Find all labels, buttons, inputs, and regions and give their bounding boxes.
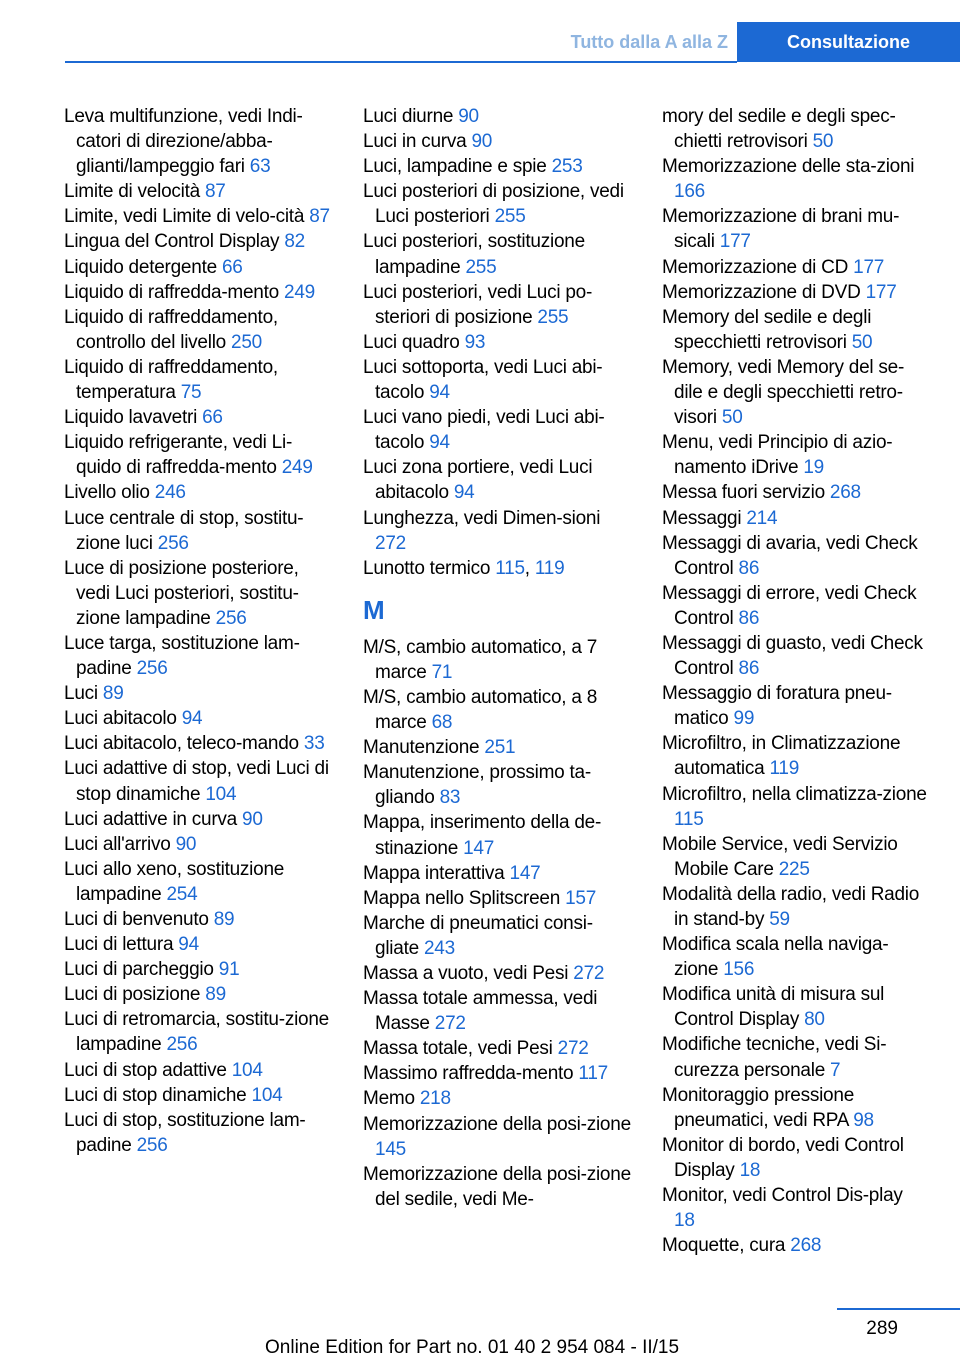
index-term: Luci di parcheggio — [64, 959, 214, 981]
index-entry — [662, 631, 928, 681]
index-term: Messaggi di guasto, vedi Check Control — [662, 632, 923, 680]
page-ref-link[interactable]: 94 — [429, 432, 450, 454]
index-entry — [363, 104, 635, 129]
index-term: Luci posteriori di posizione, vedi Luci posteriori — [363, 181, 624, 228]
index-column-1 — [64, 104, 336, 1158]
page-ref-link[interactable]: 250 — [231, 331, 262, 353]
index-entry — [64, 104, 336, 179]
page-ref-link[interactable]: 256 — [157, 532, 189, 554]
index-term: Luce di posizione posteriore, vedi Luci posteriori, sostitu-zione lampadine — [64, 557, 299, 629]
index-entry — [363, 330, 635, 355]
header-rule — [65, 61, 737, 63]
index-entry — [363, 735, 635, 760]
index-term: Memorizzazione di CD — [662, 256, 849, 278]
index-term: Massimo raffredda-mento — [363, 1063, 574, 1085]
index-entry — [64, 706, 336, 731]
page-ref-link[interactable]: 94 — [181, 708, 203, 730]
page-ref-link[interactable]: 254 — [166, 883, 198, 905]
index-entry — [64, 179, 336, 204]
index-term: Manutenzione — [363, 737, 480, 759]
index-term: Memory, vedi Memory del se-dile e degli specchietti retro-visori — [662, 356, 905, 429]
index-entry — [64, 229, 336, 254]
index-entry — [64, 731, 336, 756]
index-term: Luci adattive di stop, vedi Luci di stop dinamiche — [64, 758, 329, 805]
index-term: Memorizzazione di DVD — [662, 281, 861, 303]
index-term: Modifiche tecniche, vedi Si-curezza personale — [662, 1034, 887, 1081]
page-ref-link[interactable]: 253 — [551, 156, 583, 178]
index-term: Memo — [363, 1088, 415, 1110]
page-ref-link[interactable]: 177 — [719, 231, 751, 253]
index-term: Microfiltro, in Climatizzazione automatica — [662, 733, 901, 780]
index-term: Luci di benvenuto — [64, 909, 209, 930]
index-entry — [363, 129, 635, 154]
index-entry — [662, 882, 928, 932]
index-term: Modifica scala nella naviga-zione — [662, 934, 889, 981]
index-entry — [662, 1083, 928, 1133]
page-ref-link[interactable]: 90 — [471, 131, 493, 153]
index-term: Monitoraggio pressione pneumatici, vedi RPA — [662, 1084, 855, 1131]
index-letter-heading: M — [363, 594, 385, 625]
index-entry — [363, 685, 635, 735]
index-entry — [363, 986, 635, 1036]
page-ref-link[interactable]: 18 — [739, 1159, 761, 1181]
index-term: Memorizzazione della posi-zione — [363, 1113, 631, 1135]
index-term: Messaggi di avaria, vedi Check Control — [662, 532, 918, 579]
index-term: Luci vano piedi, vedi Luci abi-tacolo — [363, 407, 605, 454]
page-ref-link[interactable]: 50 — [851, 331, 873, 353]
index-entry — [662, 255, 928, 280]
page-ref-link[interactable]: 91 — [218, 959, 240, 981]
page-ref-link[interactable]: 66 — [221, 256, 243, 278]
index-entry — [363, 280, 635, 330]
page-ref-link[interactable]: 119 — [769, 758, 800, 780]
index-entry — [662, 280, 928, 305]
index-entry — [363, 1061, 635, 1086]
index-term: Luci adattive in curva — [64, 808, 237, 830]
page-ref-link[interactable]: 59 — [769, 909, 790, 930]
page-ref-link[interactable]: 50 — [812, 131, 834, 153]
index-term: Messaggi di errore, vedi Check Control — [662, 582, 917, 629]
index-entry — [64, 1007, 336, 1057]
page-ref-link[interactable]: 256 — [166, 1034, 198, 1056]
page-ref-link[interactable]: 268 — [790, 1235, 822, 1257]
page-ref-link[interactable]: 75 — [180, 382, 202, 404]
page-ref-link[interactable]: 177 — [865, 281, 897, 303]
index-entry — [363, 455, 635, 505]
index-entry — [363, 405, 635, 455]
index-entry — [662, 104, 928, 154]
index-entry — [363, 1086, 635, 1111]
index-entry — [363, 229, 635, 279]
index-term: Memory del sedile e degli specchietti retrovisori — [662, 306, 872, 353]
index-entry — [64, 807, 336, 832]
index-term: Liquido detergente — [64, 256, 217, 278]
index-term: Mappa nello Splitscreen — [363, 887, 561, 909]
index-term: Luci quadro — [363, 331, 460, 353]
index-term: Limite, vedi Limite di velo-cità — [64, 206, 305, 228]
index-entry — [363, 1036, 635, 1061]
page-ref-link[interactable]: 82 — [284, 231, 305, 253]
page-ref-link[interactable]: 89 — [102, 683, 124, 705]
page-ref-link[interactable]: 98 — [853, 1109, 874, 1131]
page-ref-link[interactable]: 89 — [213, 909, 235, 930]
index-entry — [64, 832, 336, 857]
page-ref-link[interactable]: 86 — [738, 607, 760, 629]
page-ref-link[interactable]: 157 — [565, 887, 597, 909]
page-ref-link[interactable]: 272 — [557, 1038, 589, 1060]
page-ref-link[interactable]: 94 — [178, 934, 199, 956]
index-term: Luci allo xeno, sostituzione lampadine — [64, 858, 285, 905]
edition-footer: Online Edition for Part no. 01 40 2 954 084 - II/15 — [265, 1337, 680, 1358]
index-term: Luci all'arrivo — [64, 833, 171, 855]
index-term: Leva multifunzione, vedi Indi-catori di direzione/abba-glianti/lampeggio fari — [64, 106, 303, 178]
page-ref-link[interactable]: 177 — [853, 256, 885, 278]
index-entry — [64, 280, 336, 305]
page-ref-link[interactable]: 115 — [495, 557, 525, 579]
index-term: Manutenzione, prossimo ta-gliando — [363, 762, 591, 809]
index-entry — [64, 756, 336, 806]
page-ref-link[interactable]: 119 — [534, 557, 565, 579]
index-entry — [64, 480, 336, 505]
page-ref-link[interactable]: 104 — [205, 783, 237, 805]
index-entry — [64, 204, 336, 229]
index-entry — [662, 1233, 928, 1258]
index-entry — [662, 154, 928, 204]
index-term: Massa totale, vedi Pesi — [363, 1038, 553, 1060]
index-entry — [662, 982, 928, 1032]
index-term: Mappa interattiva — [363, 862, 505, 884]
index-term: Luci di lettura — [64, 934, 174, 956]
index-term: Luce centrale di stop, sostitu-zione luci — [64, 507, 304, 554]
index-entry — [64, 405, 336, 430]
page-ref-link[interactable]: 147 — [509, 862, 541, 884]
index-entry — [64, 556, 336, 631]
index-entry — [64, 430, 336, 480]
index-term: Liquido di raffredda-mento — [64, 281, 279, 303]
page-ref-link[interactable]: 87 — [309, 206, 330, 228]
index-term: Modifica unità di misura sul Control Display — [662, 984, 885, 1031]
index-term: Monitor, vedi Control Dis-play — [662, 1185, 903, 1207]
page-ref-link[interactable]: 115 — [674, 808, 704, 830]
index-entry — [662, 430, 928, 480]
index-entry — [64, 1108, 336, 1158]
index-entry — [363, 886, 635, 911]
index-term: Microfiltro, nella climatizza-zione — [662, 783, 927, 805]
page-ref-link[interactable]: 90 — [458, 106, 479, 127]
index-entry — [363, 810, 635, 860]
index-term: Luci di stop adattive — [64, 1059, 227, 1081]
page-ref-link[interactable]: 18 — [674, 1210, 695, 1232]
header-chapter-tab[interactable]: Consultazione — [737, 22, 960, 62]
page-ref-link[interactable]: 99 — [733, 708, 755, 730]
index-term: Liquido lavavetri — [64, 407, 198, 429]
index-entry — [64, 1058, 336, 1083]
page-ref-link[interactable]: 87 — [204, 181, 226, 203]
index-term: Luci abitacolo — [64, 708, 177, 730]
index-entry — [363, 154, 635, 179]
index-term: Lunotto termico — [363, 557, 491, 579]
index-entry: Lunotto termico 115, 119 — [363, 557, 565, 579]
page-ref-link[interactable]: 93 — [464, 331, 486, 353]
index-term: mory del sedile e degli spec-chietti retrovisori — [662, 106, 896, 153]
index-term: Messa fuori servizio — [662, 482, 825, 504]
index-term: Modalità della radio, vedi Radio in stand-by — [662, 883, 920, 930]
index-entry — [662, 832, 928, 882]
page-ref-link[interactable]: 218 — [419, 1088, 451, 1110]
page-ref-link[interactable]: 272 — [573, 963, 605, 984]
index-entry — [64, 1083, 336, 1108]
index-entry — [662, 1133, 928, 1183]
index-term: Liquido refrigerante, vedi Li-quido di raffredda-mento — [64, 432, 293, 479]
page-ref-link[interactable]: 243 — [423, 937, 455, 959]
index-entry — [363, 355, 635, 405]
page-ref-link[interactable]: 255 — [465, 256, 497, 278]
index-entry — [64, 932, 336, 957]
index-entry — [64, 857, 336, 907]
page-ref-link[interactable]: 104 — [231, 1059, 263, 1081]
index-entry — [363, 961, 635, 986]
index-entry — [662, 355, 928, 430]
index-term: Marche di pneumatici consi-gliate — [363, 912, 593, 959]
index-entry — [64, 907, 336, 932]
page-ref-link[interactable]: 33 — [303, 733, 325, 755]
index-column-3 — [662, 104, 928, 1258]
index-entry — [662, 305, 928, 355]
page-ref-link[interactable]: 166 — [674, 181, 705, 203]
index-term: Messaggio di foratura pneu-matico — [662, 683, 892, 730]
page-ref-link[interactable]: 246 — [154, 482, 186, 504]
page-number: 289 — [866, 1318, 898, 1339]
index-entry — [64, 681, 336, 706]
page-ref-link[interactable]: 225 — [778, 858, 810, 880]
index-term: Lingua del Control Display — [64, 231, 280, 253]
page-ref-link[interactable]: 256 — [215, 607, 247, 629]
page-ref-link[interactable]: 255 — [494, 206, 526, 228]
index-term: Luci — [64, 683, 98, 705]
index-entry — [64, 957, 336, 982]
index-term: Massa totale ammessa, vedi Masse — [363, 988, 598, 1035]
index-term: Luci zona portiere, vedi Luci abitacolo — [363, 457, 593, 504]
index-term: Luci diurne — [363, 106, 454, 127]
index-entry — [662, 531, 928, 581]
index-term: Luci di posizione — [64, 984, 201, 1006]
index-entry — [363, 911, 635, 961]
index-term: Monitor di bordo, vedi Control Display — [662, 1134, 904, 1181]
index-entry — [363, 506, 635, 556]
page-ref-link[interactable]: 145 — [375, 1138, 406, 1160]
page-ref-link[interactable]: 214 — [746, 507, 778, 529]
page-ref-link[interactable]: 50 — [721, 407, 743, 429]
page-ref-link[interactable]: 147 — [463, 837, 495, 859]
page-ref-link[interactable]: 256 — [136, 1134, 168, 1156]
index-entry — [64, 355, 336, 405]
page-ref-link[interactable]: 90 — [175, 833, 197, 855]
index-term: Memorizzazione di brani mu-sicali — [662, 206, 900, 253]
index-entry — [64, 305, 336, 355]
page-ref-link[interactable]: 94 — [429, 382, 450, 404]
index-term: Liquido di raffreddamento, controllo del livello — [64, 306, 278, 353]
index-entry — [363, 1112, 635, 1162]
page-ref-link[interactable]: 249 — [284, 281, 315, 303]
page-header — [0, 0, 960, 62]
index-term: Limite di velocità — [64, 181, 200, 203]
index-term: Messaggi — [662, 507, 742, 529]
index-term: Memorizzazione della posi-zione del sedile, vedi Me- — [363, 1163, 631, 1210]
index-entry — [64, 255, 336, 280]
page-ref-link[interactable]: 104 — [251, 1084, 283, 1106]
index-entry — [662, 480, 928, 505]
header-section-title: Tutto dalla A alla Z — [570, 32, 728, 52]
index-term: Mappa, inserimento della de-stinazione — [363, 812, 602, 859]
index-entry — [363, 861, 635, 886]
page-ref-link[interactable]: 86 — [738, 658, 760, 680]
footer-rule — [837, 1308, 960, 1310]
index-term: Livello olio — [64, 482, 150, 504]
index-term: Luci abitacolo, teleco-mando — [64, 733, 299, 755]
index-entry — [64, 506, 336, 556]
index-term: M/S, cambio automatico, a 7 marce — [363, 636, 598, 683]
index-entry — [662, 1032, 928, 1082]
page-ref-link[interactable]: 94 — [453, 482, 475, 504]
page-ref-link[interactable]: 89 — [205, 984, 226, 1006]
index-term: Luci sottoporta, vedi Luci abi-tacolo — [363, 356, 603, 404]
index-entry — [662, 782, 928, 832]
page-ref-link[interactable]: 83 — [439, 787, 461, 809]
index-entry — [662, 506, 928, 531]
page-ref-link[interactable]: 71 — [431, 661, 453, 683]
page-ref-link[interactable]: 272 — [434, 1013, 466, 1035]
page-ref-link[interactable]: 249 — [281, 457, 313, 479]
index-term: M/S, cambio automatico, a 8 marce — [363, 686, 598, 734]
index-term: Luci di stop dinamiche — [64, 1084, 247, 1106]
index-term: Luci posteriori, vedi Luci po-steriori di posizione — [363, 281, 593, 328]
page-ref-link[interactable]: 90 — [242, 808, 263, 830]
index-entry — [662, 581, 928, 631]
index-term: Mobile Service, vedi Servizio Mobile Care — [662, 833, 898, 880]
index-term: Menu, vedi Principio di azio-namento iDrive — [662, 432, 893, 479]
page-ref-link[interactable]: 63 — [249, 156, 271, 178]
index-column-2 — [363, 104, 635, 1212]
index-entry — [662, 932, 928, 982]
index-entry — [363, 179, 635, 229]
page-ref-link[interactable]: 117 — [578, 1063, 608, 1085]
index-entry — [363, 1162, 635, 1212]
index-term: Luci posteriori, sostituzione lampadine — [363, 231, 585, 278]
page-ref-link[interactable]: 86 — [738, 557, 760, 579]
page-ref-link[interactable]: 256 — [136, 658, 168, 680]
index-entry — [64, 982, 336, 1007]
index-term: Luci di stop, sostituzione lam-padine — [64, 1109, 306, 1156]
index-term: Luci, lampadine e spie — [363, 156, 547, 178]
page-ref-link[interactable]: 268 — [829, 482, 861, 504]
page-ref-link[interactable]: 7 — [830, 1059, 841, 1081]
index-term: Luci di retromarcia, sostitu-zione lampadine — [64, 1009, 329, 1056]
index-term: Moquette, cura — [662, 1235, 786, 1257]
index-entry — [662, 204, 928, 254]
index-entry — [64, 631, 336, 681]
index-term: Luci in curva — [363, 131, 467, 153]
index-entry — [363, 760, 635, 810]
page-ref-link[interactable]: 272 — [375, 532, 406, 554]
page-ref-link[interactable]: 255 — [537, 306, 569, 328]
index-entry — [662, 681, 928, 731]
page-ref-link[interactable]: 66 — [202, 407, 223, 429]
page-ref-link[interactable]: 251 — [484, 737, 516, 759]
index-term: Liquido di raffreddamento, temperatura — [64, 356, 278, 404]
index-term: Massa a vuoto, vedi Pesi — [363, 963, 569, 984]
index-term: Lunghezza, vedi Dimen-sioni — [363, 507, 601, 529]
page-ref-link[interactable]: 68 — [431, 712, 453, 734]
index-entry — [662, 1183, 928, 1233]
page-ref-link[interactable]: 156 — [723, 959, 755, 981]
index-entry — [662, 731, 928, 781]
index-entry — [363, 635, 635, 685]
page-ref-link[interactable]: 19 — [803, 457, 824, 479]
index-term: Memorizzazione delle sta-zioni — [662, 156, 915, 178]
index-term: Luce targa, sostituzione lam-padine — [64, 632, 300, 680]
page-ref-link[interactable]: 80 — [804, 1009, 825, 1031]
